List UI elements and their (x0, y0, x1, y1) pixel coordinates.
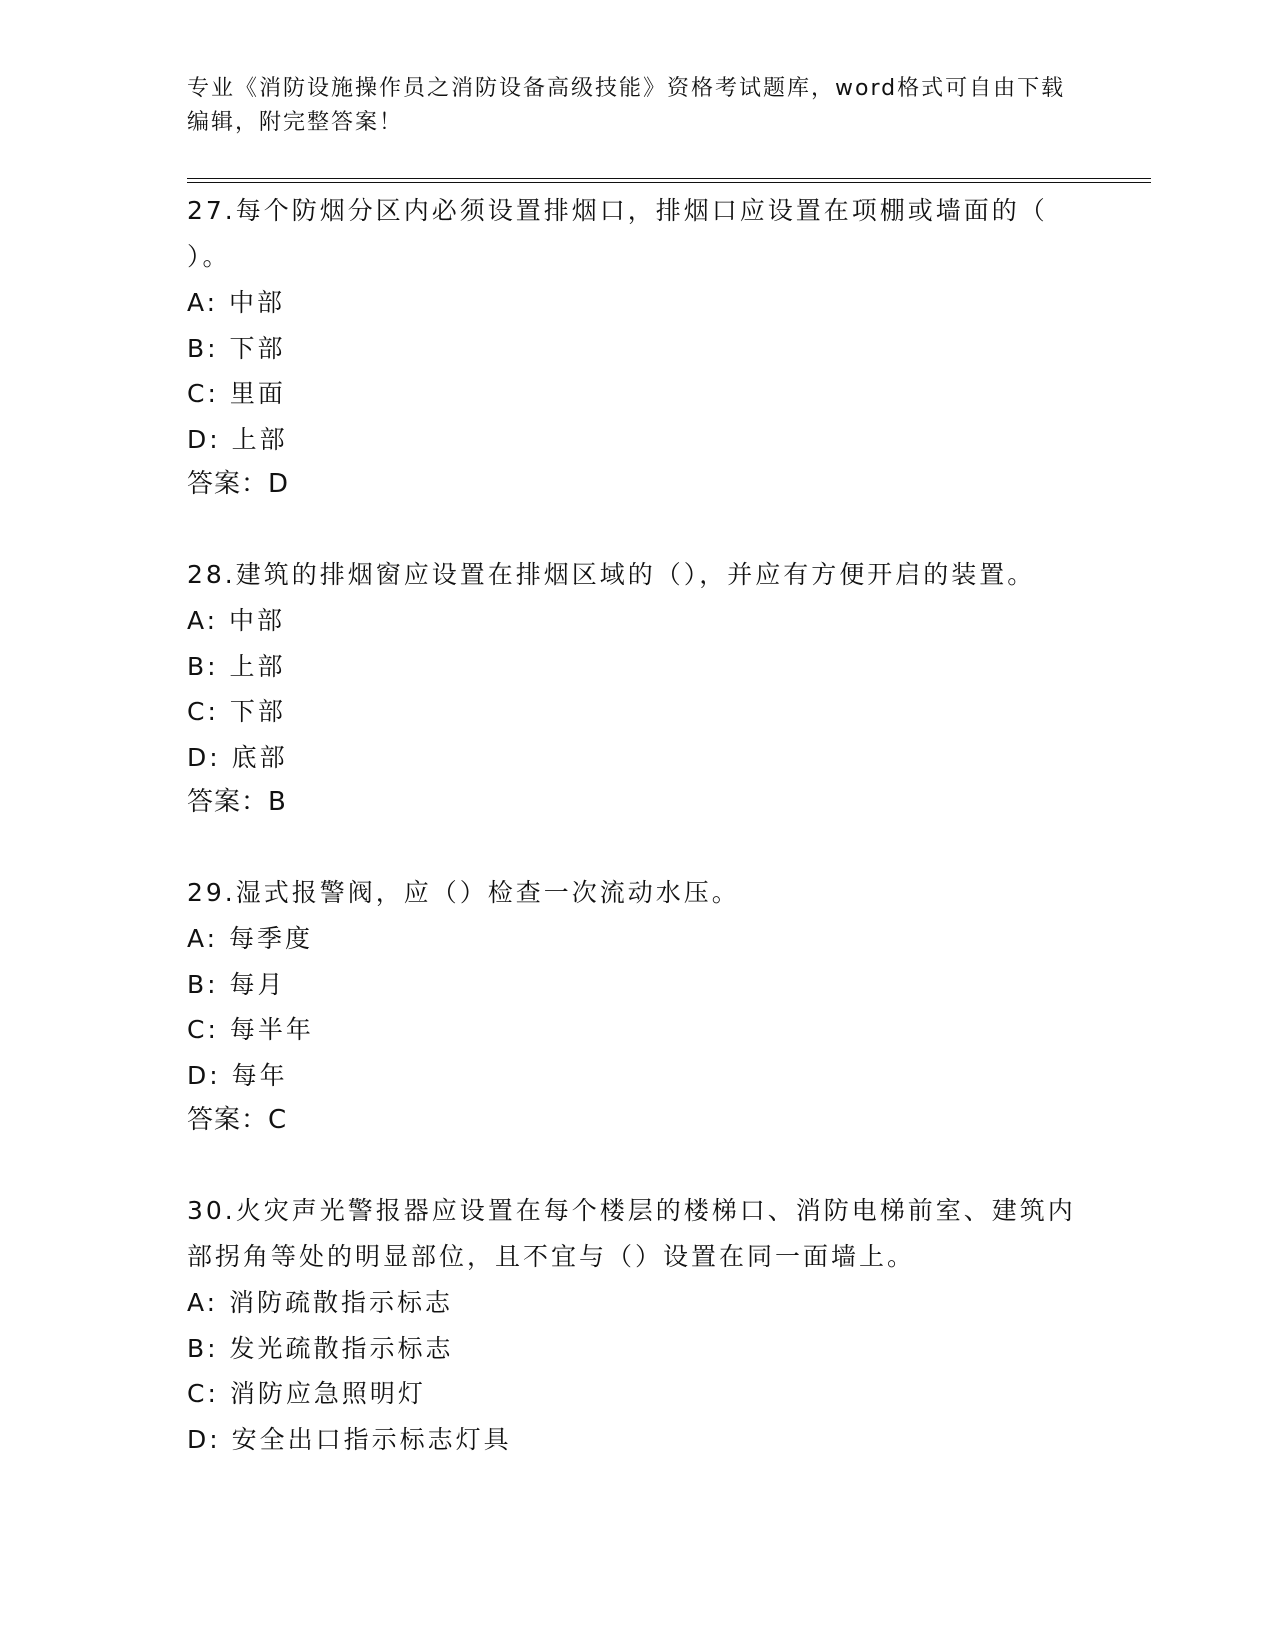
option-b: B: 上部 (187, 651, 286, 681)
question-text: 29.湿式报警阀，应（）检查一次流动水压。 (187, 878, 740, 907)
option-a: A: 每季度 (187, 924, 314, 953)
option-d: D: 底部 (187, 742, 288, 772)
question-30 (187, 1188, 1087, 1462)
option-b: B: 下部 (187, 333, 286, 363)
question-28 (187, 552, 1087, 825)
option-c: C: 消防应急照明灯 (187, 1379, 426, 1408)
document-header: 专业《消防设施操作员之消防设备高级技能》资格考试题库，word格式可自由下载编辑，附完整答案！ (187, 76, 1066, 135)
header-divider (187, 178, 1151, 183)
question-29 (187, 870, 1087, 1143)
option-d: D: 安全出口指示标志灯具 (187, 1424, 512, 1454)
option-d: D: 每年 (187, 1060, 288, 1090)
question-text: 28.建筑的排烟窗应设置在排烟区域的（），并应有方便开启的装置。 (187, 560, 1036, 589)
option-a: A: 中部 (187, 606, 286, 635)
answer: 答案：D (187, 469, 290, 499)
option-a: A: 中部 (187, 288, 286, 317)
question-27 (187, 188, 1087, 507)
answer: 答案：B (187, 787, 287, 817)
option-a: A: 消防疏散指示标志 (187, 1288, 454, 1317)
question-text: 27.每个防烟分区内必须设置排烟口，排烟口应设置在项棚或墙面的（ ）。 (187, 196, 1048, 271)
option-b: B: 每月 (187, 969, 286, 999)
option-c: C: 每半年 (187, 1015, 314, 1044)
option-d: D: 上部 (187, 424, 288, 454)
option-c: C: 里面 (187, 379, 286, 408)
answer: 答案：C (187, 1105, 288, 1135)
question-text: 30.火灾声光警报器应设置在每个楼层的楼梯口、消防电梯前室、建筑内部拐角等处的明显部位，且不宜与（）设置在同一面墙上。 (187, 1196, 1076, 1271)
option-c: C: 下部 (187, 697, 286, 726)
option-b: B: 发光疏散指示标志 (187, 1333, 454, 1363)
question-list (187, 188, 1087, 1507)
